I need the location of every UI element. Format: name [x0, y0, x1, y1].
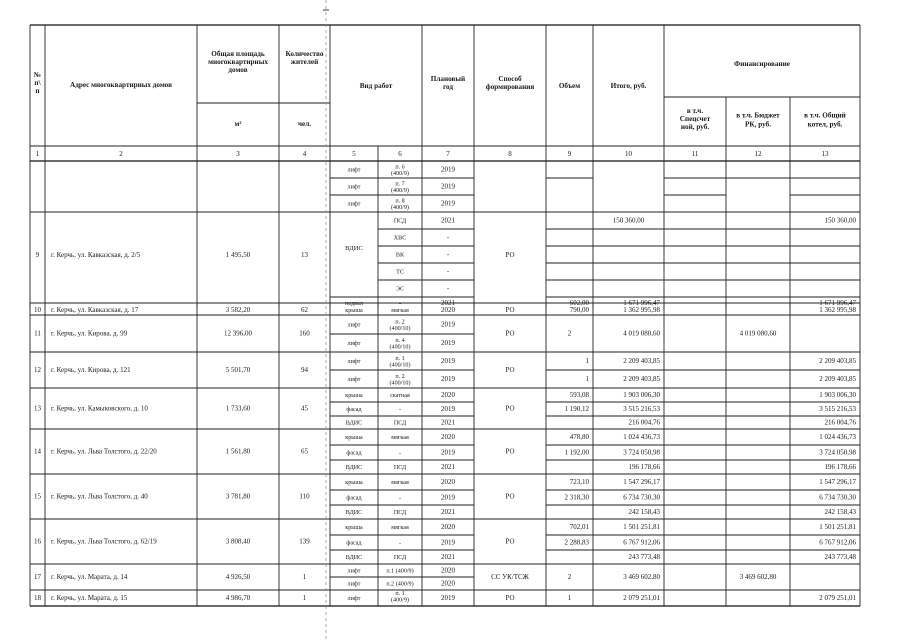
header-plan-year: год — [442, 83, 454, 91]
plan-year: 2020 — [441, 306, 455, 314]
residents-count: 62 — [301, 306, 308, 314]
row-number: 15 — [34, 492, 41, 501]
total-sum: 196 178,66 — [628, 463, 660, 471]
row-address: г. Керчь, ул. Льва Толстого, д. 22/20 — [51, 447, 157, 456]
total-sum: 2 209 403,85 — [623, 375, 660, 383]
plan-year: 2019 — [441, 594, 455, 602]
plan-year: - — [446, 267, 450, 276]
work-type: лифт — [347, 581, 361, 588]
volume: 593,08 — [569, 391, 589, 399]
work-subtype: (400/10) — [389, 325, 411, 332]
row-address: г. Керчь, ул. Кирова, д. 121 — [51, 366, 131, 374]
work-subtype: (400/9) — [391, 204, 409, 211]
house-area: 3 781,80 — [225, 492, 251, 501]
row-number: 9 — [35, 251, 40, 259]
formation-method: РО — [505, 447, 515, 456]
work-type: крыша — [345, 308, 363, 314]
work-type: фасад — [346, 450, 362, 457]
common-fund-sum: 3 515 216,53 — [819, 405, 856, 413]
work-subtype: (400/9) — [391, 187, 409, 194]
plan-year: 2019 — [441, 448, 455, 457]
work-type: лифт — [347, 568, 361, 575]
total-sum: 4 019 080,60 — [623, 329, 660, 338]
total-sum: 6 734 730,30 — [623, 493, 660, 502]
residents-count: 139 — [299, 537, 310, 546]
residents-count: 110 — [299, 492, 310, 501]
work-type: лифт — [347, 167, 361, 174]
work-subtype: - — [398, 450, 402, 457]
header-area: многоквартирных — [208, 58, 268, 66]
work-subtype: - — [398, 540, 402, 547]
work-subtype: (400/10) — [389, 344, 411, 351]
row-number: 17 — [34, 573, 41, 581]
plan-year: 2021 — [441, 418, 455, 427]
total-sum: 216 004,76 — [628, 418, 660, 427]
row-number: 12 — [34, 366, 41, 374]
volume: 2 — [567, 573, 572, 581]
plan-year: - — [446, 250, 450, 259]
work-subtype: ВК — [395, 252, 405, 259]
column-number: 11 — [691, 150, 699, 158]
work-subtype: п. 1 — [395, 590, 405, 597]
column-number: 9 — [567, 150, 572, 158]
plan-year: 2021 — [441, 463, 455, 471]
budget-sum: 4 019 080,60 — [739, 329, 777, 338]
column-number: 13 — [821, 150, 829, 158]
common-fund-sum: 1 547 296,17 — [819, 478, 856, 486]
total-sum: 2 079 251,01 — [623, 594, 660, 602]
residents-count: 45 — [301, 404, 308, 413]
work-subtype: ПСД — [393, 420, 407, 427]
work-type: лифт — [347, 377, 361, 383]
common-fund-sum: 1 024 436,73 — [819, 433, 856, 441]
total-sum: 1 547 296,17 — [623, 478, 660, 486]
unit-area: м² — [234, 120, 242, 128]
plan-year: 2019 — [441, 182, 455, 191]
volume: 1 — [585, 357, 589, 365]
column-number: 2 — [119, 150, 123, 158]
residents-count: 1 — [302, 573, 307, 581]
work-type: лифт — [347, 184, 361, 191]
work-subtype: ПСД — [393, 465, 407, 471]
volume: 1 — [585, 375, 589, 383]
work-type: ВДИС — [345, 510, 363, 516]
common-fund-sum: 242 158,43 — [824, 508, 856, 516]
header-fin-special: ной, руб. — [680, 123, 710, 131]
volume: 602,00 — [569, 299, 589, 307]
header-residents: жителей — [290, 58, 319, 66]
house-area: 1 733,60 — [225, 404, 251, 413]
work-type: лифт — [347, 596, 361, 602]
work-type: фасад — [346, 407, 362, 413]
common-fund-sum: 1 903 006,30 — [819, 391, 856, 399]
total-sum: 6 767 912,06 — [623, 538, 660, 547]
column-number: 10 — [625, 150, 632, 158]
header-residents: Количество — [285, 50, 324, 58]
work-type: фасад — [346, 495, 362, 502]
work-type: крыша — [345, 435, 363, 441]
column-number: 4 — [302, 150, 307, 158]
row-address: г. Керчь, ул. Кавказская, д. 17 — [51, 306, 139, 314]
volume: 478,80 — [569, 433, 589, 441]
work-subtype: п. 7 — [395, 181, 405, 188]
header-fin-special: в т.ч. — [686, 107, 704, 115]
plan-year: 2021 — [441, 299, 455, 307]
header-no: п\ — [34, 79, 41, 87]
common-fund-sum: 1 362 995,98 — [819, 306, 856, 314]
column-number: 1 — [35, 150, 40, 158]
plan-year: 2020 — [441, 566, 455, 575]
work-subtype: п. 4 — [395, 337, 405, 344]
row-address: г. Керчь, ул. Кавказская, д. 2/5 — [51, 251, 141, 259]
work-type: лифт — [347, 322, 361, 329]
work-type: лифт — [347, 201, 361, 208]
plan-year: 2019 — [441, 339, 455, 347]
work-type: лифт — [347, 341, 361, 347]
house-area: 3 582,20 — [225, 306, 251, 314]
column-number: 3 — [236, 150, 240, 158]
plan-year: 2020 — [441, 433, 455, 441]
house-area: 3 808,40 — [225, 537, 251, 546]
common-fund-sum: 216 004,76 — [824, 418, 856, 427]
residents-count: 13 — [301, 251, 308, 259]
column-number: 8 — [508, 150, 512, 158]
residents-count: 94 — [301, 366, 308, 374]
row-address: г. Керчь, ул. Кирова, д. 99 — [51, 329, 128, 338]
common-fund-sum: 2 209 403,85 — [819, 357, 856, 365]
plan-year: 2020 — [441, 523, 455, 531]
work-subtype: ПСД — [393, 218, 407, 225]
work-subtype: ХВС — [393, 235, 407, 242]
work-subtype: (400/10) — [389, 362, 411, 369]
column-number: 7 — [446, 150, 450, 158]
budget-sum: 3 469 602,80 — [739, 573, 777, 581]
row-address: г. Керчь, ул. Льва Толстого, д. 40 — [51, 492, 148, 501]
header-financing: Финансирование — [734, 60, 790, 68]
plan-year: 2019 — [441, 538, 455, 547]
common-fund-sum: 1 671 996,47 — [819, 299, 856, 307]
column-number: 12 — [754, 150, 762, 158]
plan-year: 2019 — [441, 320, 455, 329]
work-subtype: мягкая — [391, 525, 409, 531]
table-text — [33, 50, 857, 603]
plan-year: 2019 — [441, 375, 455, 383]
header-address: Адрес многоквартирных домов — [70, 81, 172, 89]
plan-year: 2021 — [441, 553, 455, 561]
header-plan-year: Плановый — [430, 75, 466, 83]
row-number: 13 — [34, 404, 41, 413]
house-area: 1 561,80 — [225, 447, 251, 456]
work-subtype: скатная — [390, 393, 410, 399]
work-subtype: - — [398, 407, 402, 413]
unit-people: чел. — [297, 120, 312, 128]
formation-method: РО — [505, 329, 515, 338]
formation-method: РО — [505, 251, 515, 259]
house-area: 1 495,50 — [225, 251, 251, 259]
plan-year: 2019 — [441, 165, 455, 174]
work-subtype: п. 1 — [395, 355, 405, 362]
work-subtype: п. 2 — [395, 319, 405, 326]
header-fin-budget: РК, руб. — [745, 120, 771, 129]
common-fund-sum: 150 360,00 — [824, 216, 856, 225]
volume: 2 — [567, 329, 572, 338]
work-subtype: ЭС — [395, 286, 405, 293]
volume: 2 288,83 — [564, 538, 589, 547]
work-subtype: ПСД — [393, 510, 407, 516]
common-fund-sum: 6 767 912,06 — [819, 538, 856, 547]
row-number: 10 — [34, 306, 41, 314]
row-address: г. Керчь, ул. Льва Толстого, д. 62/19 — [51, 537, 157, 546]
total-sum: 2 209 403,85 — [623, 357, 660, 365]
plan-year: 2020 — [441, 579, 455, 588]
plan-year: 2020 — [441, 391, 455, 399]
total-sum: 3 469 602,80 — [623, 573, 660, 581]
work-subtype: (400/9) — [391, 597, 409, 604]
formation-method: СС УК/ТСЖ — [491, 573, 529, 581]
row-address: г. Керчь, ул. Марата, д. 14 — [51, 573, 128, 581]
formation-method: РО — [505, 594, 515, 602]
work-subtype: п.1 (400/9) — [386, 568, 414, 575]
work-subtype: мягкая — [391, 435, 409, 441]
residents-count: 1 — [302, 594, 307, 602]
volume: 1 192,00 — [564, 448, 589, 457]
work-subtype: мягкая — [391, 480, 409, 486]
header-work-type: Вид работ — [359, 82, 393, 90]
work-subtype: ПСД — [393, 555, 407, 561]
volume: 702,01 — [569, 523, 589, 531]
common-fund-sum: 196 178,66 — [824, 463, 856, 471]
plan-year: 2019 — [441, 405, 455, 413]
header-area: домов — [228, 66, 248, 74]
common-fund-sum: 2 079 251,01 — [819, 594, 856, 602]
work-subtype: - — [398, 495, 402, 502]
total-sum: 1 671 996,47 — [623, 299, 660, 307]
header-no: п — [35, 87, 40, 95]
work-type: ВДИС — [345, 465, 363, 471]
common-fund-sum: 6 734 730,30 — [819, 493, 856, 502]
row-number: 16 — [34, 537, 41, 546]
work-type: лифт — [347, 359, 361, 365]
header-volume: Объем — [558, 82, 581, 90]
common-fund-sum: 2 209 403,85 — [819, 375, 856, 383]
header-fin-common: в т.ч. Общий — [804, 111, 846, 120]
house-area: 4 986,70 — [225, 594, 251, 602]
formation-method: РО — [505, 537, 515, 546]
common-fund-sum: 1 501 251,81 — [819, 523, 856, 531]
work-subtype: п. 6 — [395, 164, 405, 171]
common-fund-sum: 3 724 050,98 — [819, 448, 856, 457]
work-type: подвал — [345, 301, 363, 307]
work-subtype: (400/10) — [389, 380, 411, 387]
work-type: крыша — [345, 480, 363, 486]
volume: 2 318,30 — [564, 493, 589, 502]
work-subtype: (400/9) — [391, 170, 409, 177]
formation-method: РО — [505, 306, 515, 314]
work-type: крыша — [345, 393, 363, 399]
total-sum: 3 724 050,98 — [623, 448, 660, 457]
column-number: 5 — [352, 150, 356, 158]
total-sum: 1 903 006,30 — [623, 391, 660, 399]
work-subtype: п. 8 — [395, 198, 405, 205]
formation-method: РО — [505, 366, 515, 374]
work-type: ВДИС — [345, 245, 363, 252]
header-fin-budget: в т.ч. Бюджет — [736, 111, 780, 120]
work-subtype: п. 2 — [395, 373, 405, 380]
house-area: 4 926,50 — [225, 573, 251, 581]
header-total: Итого, руб. — [610, 82, 647, 90]
work-type: фасад — [346, 540, 362, 547]
work-subtype: - — [398, 301, 402, 307]
plan-year: 2021 — [441, 216, 455, 225]
work-subtype: мягкая — [391, 308, 409, 314]
header-no: № — [33, 71, 42, 79]
header-method: формирования — [485, 83, 535, 91]
plan-year: 2019 — [441, 199, 455, 208]
work-subtype: ТС — [396, 269, 404, 276]
house-area: 12 396,00 — [224, 329, 252, 338]
total-sum: 1 024 436,73 — [623, 433, 660, 441]
work-type: ВДИС — [345, 420, 363, 427]
total-sum: 3 515 216,53 — [623, 405, 660, 413]
work-subtype: п.2 (400/9) — [386, 581, 414, 588]
header-method: Способ — [498, 75, 522, 83]
common-fund-sum: 243 773,48 — [824, 553, 856, 561]
volume: 1 190,12 — [564, 405, 589, 413]
plan-year: 2019 — [441, 493, 455, 502]
residents-count: 160 — [299, 329, 310, 338]
header-area: Общая площадь — [211, 50, 265, 58]
plan-year: 2020 — [441, 478, 455, 486]
plan-year: - — [446, 284, 450, 293]
total-sum: 1 362 995,98 — [623, 306, 660, 314]
total-sum: 1 501 251,81 — [623, 523, 660, 531]
total-sum: 242 158,43 — [628, 508, 660, 516]
header-fin-common: котел, руб. — [807, 120, 843, 129]
header-fin-special: Спецсчет — [679, 115, 711, 123]
volume: 1 — [567, 594, 572, 602]
total-sum: 150 360,00 — [612, 216, 645, 225]
plan-year: - — [446, 233, 450, 242]
row-number: 11 — [34, 329, 41, 338]
plan-year: 2021 — [441, 508, 455, 516]
house-area: 5 501,70 — [225, 366, 251, 374]
plan-year: 2019 — [441, 357, 455, 365]
total-sum: 243 773,48 — [628, 553, 660, 561]
row-address: г. Керчь, ул. Марата, д. 15 — [51, 594, 128, 602]
work-type: крыша — [345, 525, 363, 531]
work-type: ВДИС — [345, 555, 363, 561]
row-number: 14 — [34, 447, 41, 456]
volume: 723,10 — [569, 478, 589, 486]
row-number: 18 — [34, 594, 41, 602]
formation-method: РО — [505, 404, 515, 413]
column-number: 6 — [398, 150, 402, 158]
row-address: г. Керчь, ул. Камыковского, д. 10 — [51, 404, 148, 413]
formation-method: РО — [505, 492, 515, 501]
residents-count: 65 — [301, 447, 308, 456]
volume: 790,00 — [569, 306, 589, 314]
